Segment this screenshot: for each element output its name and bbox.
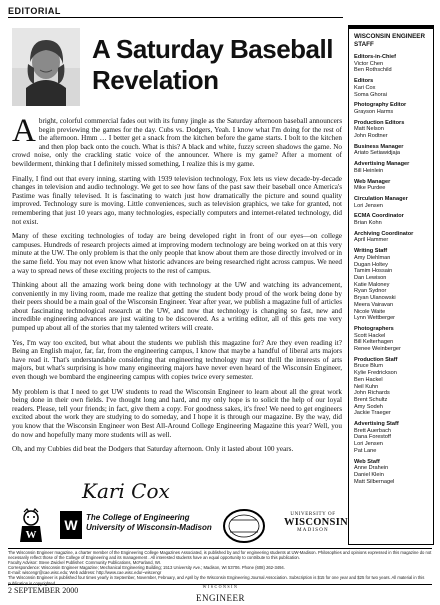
staff-names: Bill Heinlein — [354, 167, 384, 174]
section-label: EDITORIAL — [8, 6, 61, 16]
drop-cap: A — [12, 113, 36, 149]
staff-role: Business Manager — [354, 143, 404, 150]
staff-names: Ariato Setiawidjaja — [354, 150, 401, 157]
headline: A Saturday Baseball Revelation — [92, 34, 333, 95]
staff-names: Victor Chen Ben Rothschild — [354, 60, 392, 74]
fineprint-line: E-mail: wiscengr@cae.wisc.edu; Web address: http://www.cae.wisc.edu/~wiscengr — [8, 570, 162, 576]
staff-names: Mike Purdee — [354, 185, 386, 192]
staff-role: Web Staff — [354, 458, 380, 465]
publication-fineprint — [8, 550, 432, 586]
staff-section — [354, 54, 429, 74]
fineprint-line: Correspondence: Wisconsin Engineer Magazine; Mechanical Engineering Building; 1513 University Ave.; Madison, WI 53706. Phone (608) 262-3494. — [8, 565, 285, 571]
sidebar-top-bar — [348, 25, 434, 29]
uw-logo-bottom: MADISON — [297, 528, 329, 533]
staff-names: Bruce Blum Kylie Fredrickson Ben Hackel Neil Kuhn John Richards Brent Schultz Amy Sodeh Jackie Traeger — [354, 363, 397, 417]
staff-section — [354, 213, 429, 226]
article-paragraph-6: My problem is that I need to get UW students to read the Wisconsin Engineer to learn about all the great work being done in their own fields. I've thought long and hard, and my only hope is to solicit the help of our loyal readers. Please, tell your friends; in fact, give them a copy. For goodness sakes, it's free! We need to get engineers excited about the work they are studying to do someday, and I hope it is through our magazine. By the way, did you know that the Wisconsin Engineer won Best All-Around College Engineering Magazine this year? Well, you do now and hopefully many more students will as well. — [12, 387, 342, 439]
footer-logo-big: ENGINEER — [196, 593, 245, 603]
coe-line-1: The College of Engineering — [86, 513, 190, 522]
staff-section — [354, 459, 429, 486]
fineprint-line: The Wisconsin Engineer magazine, a charter member of the Engineering College Magazines Associated, is published by and for engineering students at UW-Madison. Philosophies and opinions expressed in this magazine do not necessarily reflect those of the College of Engineering and its management . All interested students have an equal opportunity to contribute to this publication. — [8, 550, 432, 561]
staff-section — [354, 326, 429, 353]
svg-text:W: W — [25, 529, 37, 541]
article-paragraph-3: Many of these exciting technologies of today are being developed right in front of our eyes—on college campuses. Hundreds of research projects aimed at improving modern technology are being worked on at this very minute at the UW. The only problem is that the only people that know about them are those directly involved or in the same field. You may not even know what historic advances are being researched right across campus. We need a way to spread news of these exciting projects to the rest of campus. — [12, 232, 342, 275]
staff-names: Amy Diehlman Dugan Holtey Tamim Hossain Dan Lewison Katie Maloney Ryan Sydnor Bryan Ulanowski Meera Vairavan Nicole Waite Lynn Wettberger — [354, 254, 396, 322]
staff-section — [354, 196, 429, 209]
staff-names: Scott Hackel Bill Kelterhagen Renee Weinberger — [354, 332, 401, 353]
staff-section — [354, 78, 429, 98]
staff-title: WISCONSIN ENGINEER STAFF — [354, 33, 426, 48]
staff-role: Photographers — [354, 325, 394, 332]
staff-role: Editors — [354, 78, 374, 85]
staff-section — [354, 421, 429, 455]
footer-rule — [8, 548, 432, 549]
staff-role: Web Manager — [354, 178, 391, 185]
staff-role: Writing Staff — [354, 248, 388, 255]
paragraph-text: bright, colorful commercial fades out with its funny jingle as the Saturday afternoon baseball announcers begin previewing the games for the day. Cubs vs. Dodgers, Yeah. I know what I'm doing for the rest of the afternoon. Hmm … I better get a snack from the kitchen before the game starts. I bolt to the kitchen and then plop back onto the couch. What is this? A black and white, fuzzy screen shadows the game. No crowd noise, only the crackling static voice of the announcer. Where is my game? After a moment of bewilderment, thinking that I definitely missed something, I realize this is my game. — [12, 117, 342, 168]
article-paragraph-7: Oh, and my Cubbies did beat the Dodgers that Saturday afternoon. Only it lasted about 100 years. — [12, 445, 294, 454]
staff-role: Photography Editor — [354, 102, 407, 109]
author-portrait-image — [12, 28, 80, 106]
staff-names: Lori Jensen — [354, 202, 383, 209]
staff-role: Production Staff — [354, 356, 398, 363]
ecma-logo-icon — [222, 508, 266, 544]
staff-role: Advertising Manager — [354, 161, 410, 168]
staff-section — [354, 161, 429, 174]
header-rule — [8, 17, 343, 18]
staff-section — [354, 357, 429, 417]
university-of-wisconsin-madison-logo — [284, 512, 348, 533]
author-signature: Kari Cox — [82, 479, 170, 503]
staff-section — [354, 102, 429, 115]
staff-names: April Hammer — [354, 237, 389, 244]
staff-section — [354, 144, 429, 157]
staff-section — [354, 248, 429, 322]
staff-names: Grayson Harms — [354, 108, 394, 115]
staff-role: Advertising Staff — [354, 421, 399, 428]
staff-names: Matt Nelson John Rodtner — [354, 126, 388, 140]
wisconsin-engineer-footer-logo — [196, 585, 245, 605]
staff-role: Circulation Manager — [354, 195, 408, 202]
staff-role: Editors-in-Chief — [354, 54, 396, 60]
staff-names: Kari Cox Soma Ghorai — [354, 84, 387, 98]
author-photo — [12, 28, 80, 106]
bucky-badger-logo-icon — [16, 508, 46, 544]
coe-line-2: University of Wisconsin-Madison — [86, 523, 212, 532]
fineprint-line: Faculty Advisor: Steve Zwickel Publisher: Community Publications, McFarland, WI. — [8, 560, 162, 566]
article-paragraph-4: Thinking about all the amazing work being done with technology at the UW and watching its advancement, conveniently in my living room, made me realize that getting the student body proud of the work being done by their peers should be a main goal of the Wisconsin Engineer. Year after year, we publish a magazine full of articles about fascinating technological research at the UW, and now that technology is changing so fast, new and incredible engineering advances are just waiting to be discovered. As a writing editor, all of this gets me very pumped up about all of the stories that my talented writers will create. — [12, 281, 342, 333]
staff-names: Anne Drahein Daniel Klein Matt Silbernagel — [354, 465, 395, 485]
staff-section — [354, 231, 429, 244]
fineprint-line: The Wisconsin Engineer is published four times yearly in September, November, February, and April by the Wisconsin Engineering Journal Association. Subscription is $15 for one year and $25 for two years. All material in this — [8, 575, 425, 581]
uw-logo-top: UNIVERSITY OF — [290, 512, 336, 517]
staff-section — [354, 120, 429, 140]
staff-sidebar — [348, 28, 434, 545]
staff-role: ECMA Coordinator — [354, 213, 404, 220]
staff-role: Production Editors — [354, 119, 405, 126]
uw-logo-mid: WISCONSIN — [284, 517, 348, 528]
footer-logo-small: WISCONSIN — [202, 584, 239, 589]
staff-list — [349, 54, 433, 485]
staff-section — [354, 179, 429, 192]
article-paragraph-5: Yes, I'm way too excited, but what about the students we publish this magazine for? Are they even reading it? Being an English major, far, far, from the engineering campus, I know that maybe a handful of liberal arts majors have read it. That's understandable considering that engineering technology may not thrill the interests of arts majors, but what's surprising is how many engineering majors have never even heard of the Wisconsin Engineer, even though we bombard the engineering campus with copies twice every semester. — [12, 338, 342, 382]
page-folio: 2 SEPTEMBER 2000 — [8, 586, 79, 595]
staff-names: Brett Auerbach Dana Forestoff Lori Jensen Pat Lane — [354, 427, 392, 454]
article-paragraph-2: Finally, I find out that every inning, starting with 1939 television technology, Fox lets us view decade-by-decade changes in television and audio technology. We get to see how fans of the past saw their baseball once America's Pastime was finally televised. It is fascinating to watch just how dramatically the picture and sound quality improved. Technology sure is moving. Little conveniences, such as television graphics, we take for granted, not remembering that just 10 years ago, many technologies, especially computers and internet-related technology, did not exist. — [12, 174, 342, 226]
logo-row — [12, 508, 348, 546]
staff-names: Brian Kohn — [354, 220, 382, 227]
article-paragraph-1 — [12, 113, 342, 169]
coe-w-mark-icon: W — [60, 511, 82, 539]
staff-role: Archiving Coordinator — [354, 230, 414, 237]
article-body — [12, 113, 342, 460]
